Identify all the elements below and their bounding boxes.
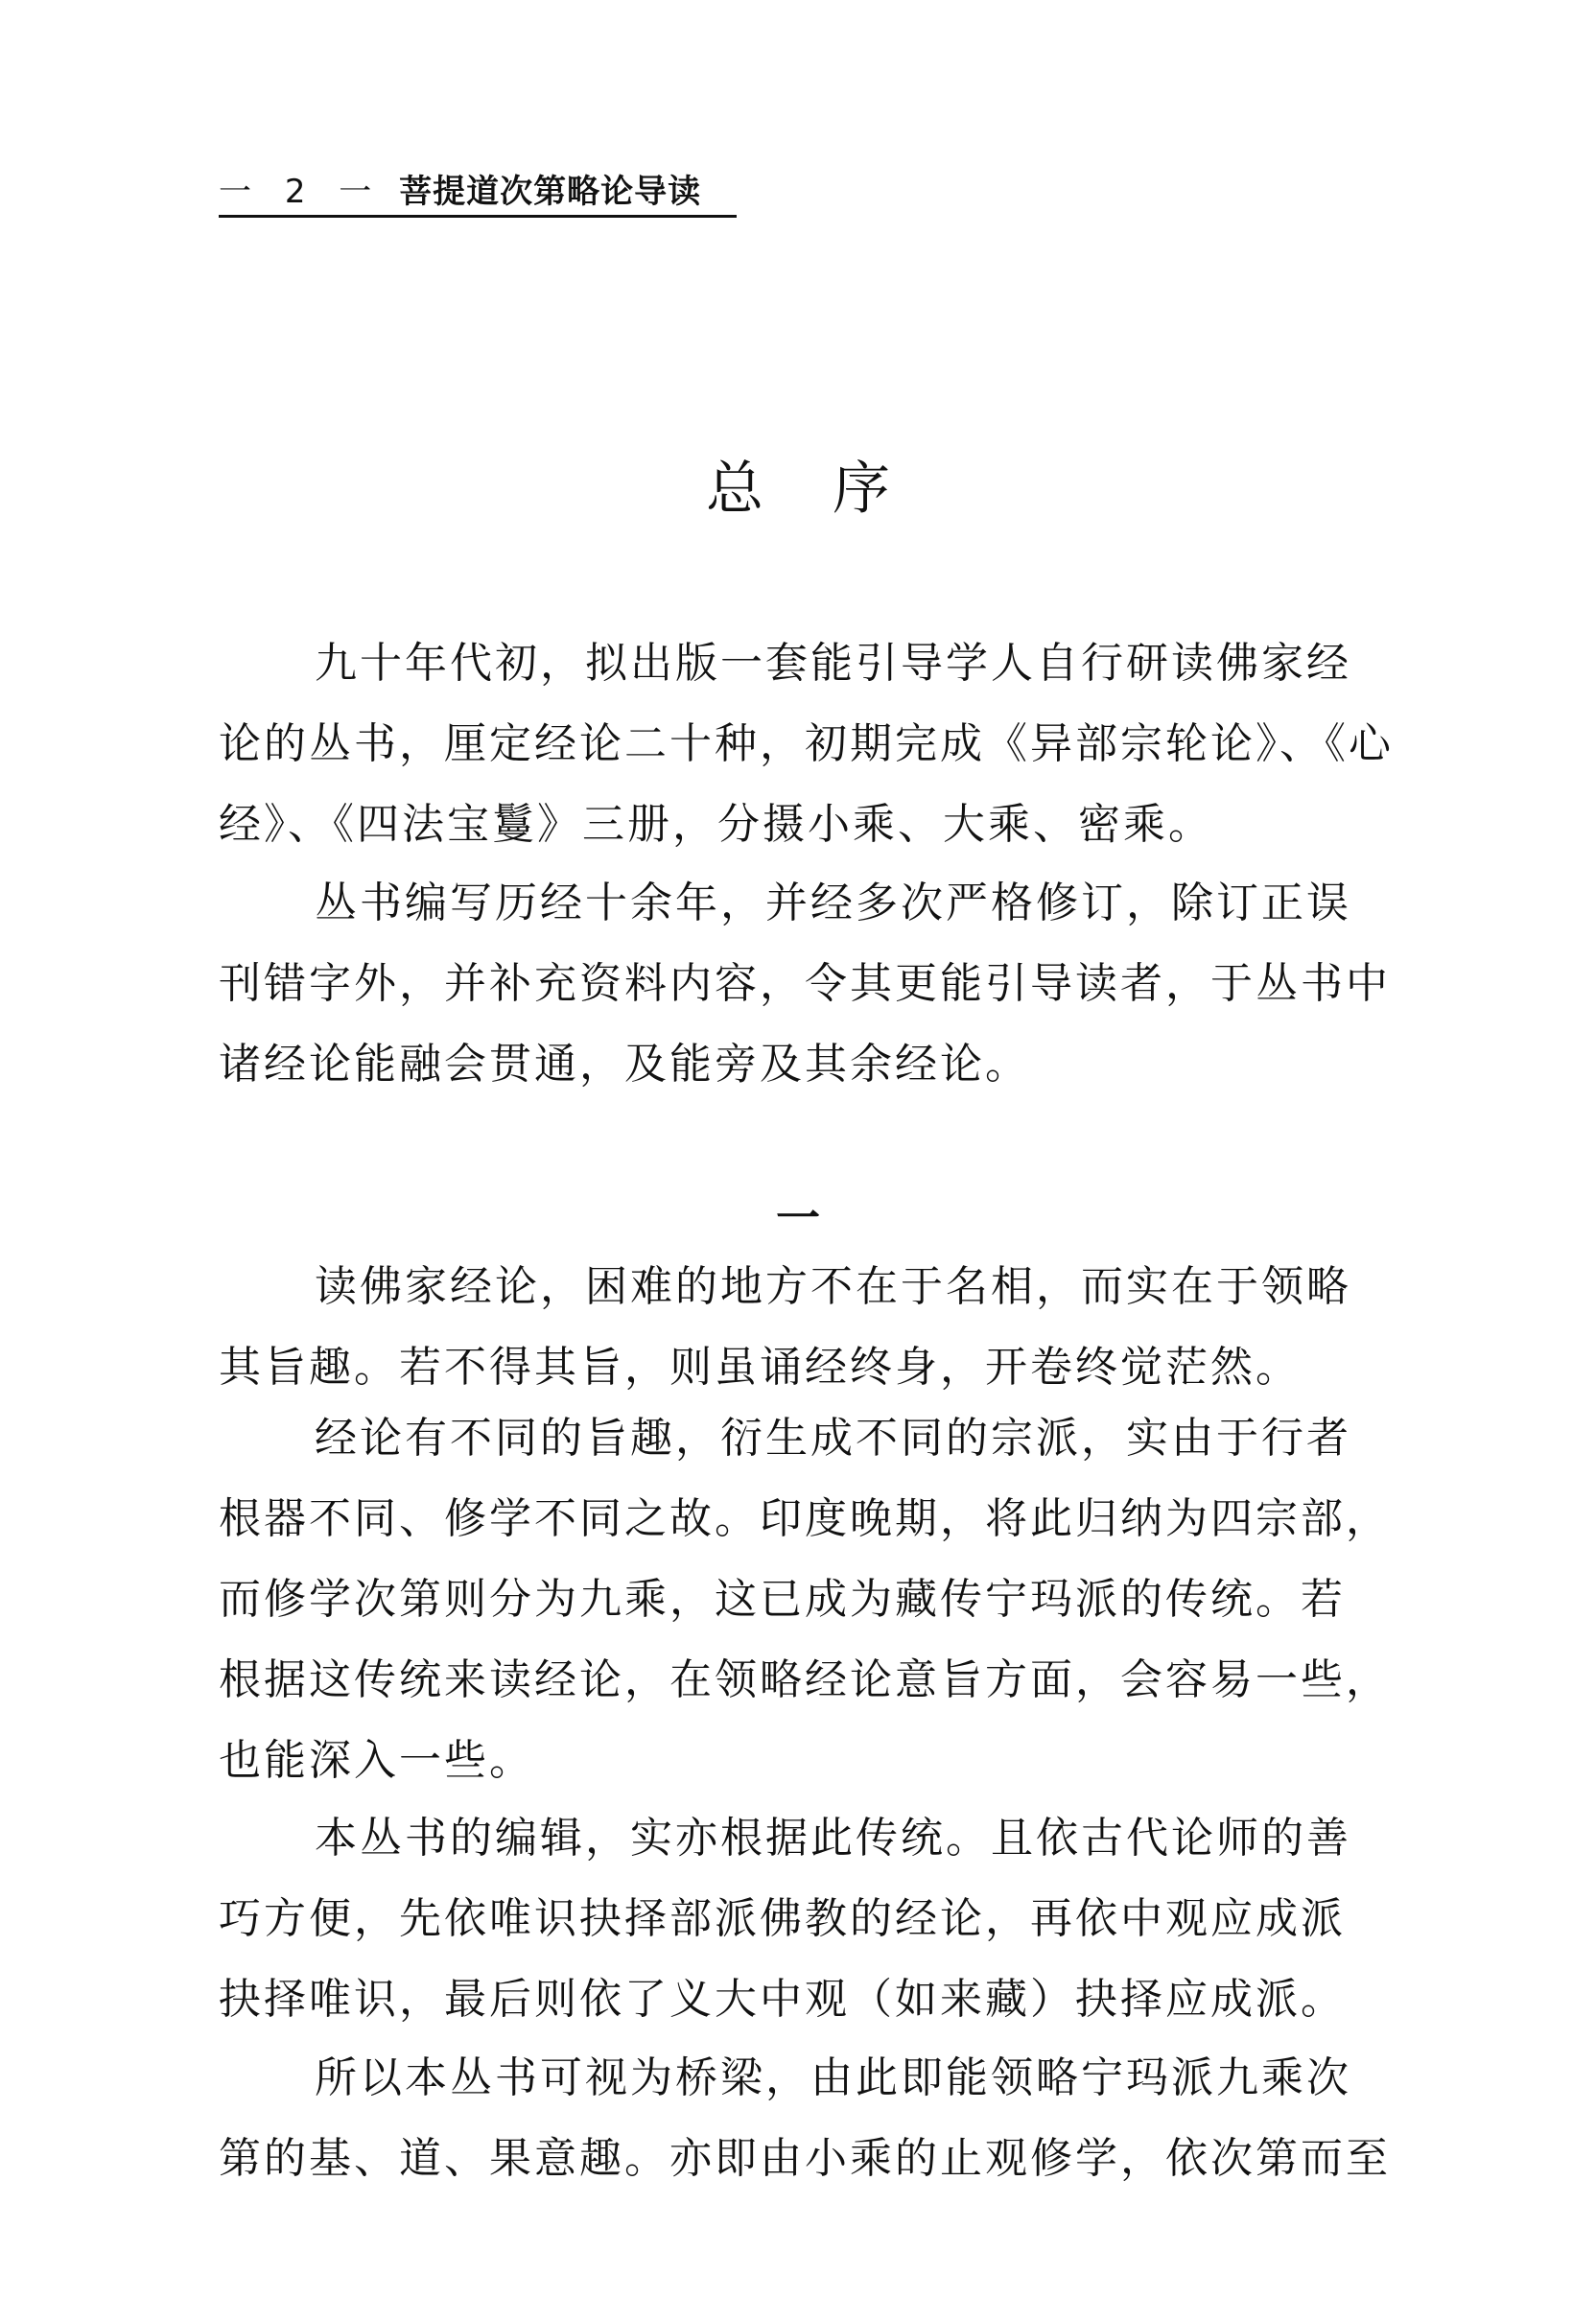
text-line: 九十年代初，拟出版一套能引导学人自行研读佛家经 [315,639,1351,688]
text-line: 经论有不同的旨趣，衍生成不同的宗派，实由于行者 [315,1414,1351,1463]
running-header [219,169,737,218]
text-line: 丛书编写历经十余年，并经多次严格修订，除订正误 [315,879,1351,927]
header-dash-left: 一 [219,173,251,211]
intro-paragraph-1 [219,623,1395,865]
section-one-paragraph-3 [219,1798,1395,2040]
page-number: 2 [284,173,306,211]
text-line: 读佛家经论，困难的地方不在于名相，而实在于领略 [315,1262,1351,1311]
header-dash-right: 一 [339,173,372,211]
text-line: 本丛书的编辑，实亦根据此传统。且依古代论师的善 [315,1814,1351,1863]
text-line: 刊错字外，并补充资料内容，令其更能引导读者，于丛书中 [219,959,1391,1008]
section-number-one: 一 [776,1192,820,1244]
text-line: 所以本丛书可视为桥梁，由此即能领略宁玛派九乘次 [315,2053,1351,2102]
text-line: 根据这传统来读经论，在领略经论意旨方面，会容易一些， [219,1655,1391,1704]
page-title [0,451,1596,528]
text-line: 根器不同、修学不同之故。印度晚期，将此归纳为四宗部， [219,1494,1391,1543]
page-title-char-2: 序 [833,456,890,524]
text-line: 经》、《四法宝鬘》三册，分摄小乘、大乘、密乘。 [219,800,1213,849]
text-line: 巧方便，先依唯识抉择部派佛教的经论，再依中观应成派 [219,1894,1346,1943]
book-title: 菩提道次第略论导读 [399,173,702,211]
text-line: 诸经论能融会贯通，及能旁及其余经论。 [219,1040,1030,1089]
section-one-paragraph-4 [219,2038,1395,2199]
text-line: 抉择唯识，最后则依了义大中观（如来藏）抉择应成派。 [219,1975,1346,2024]
text-line: 第的基、道、果意趣。亦即由小乘的止观修学，依次第而至 [219,2134,1391,2183]
text-line: 而修学次第则分为九乘，这已成为藏传宁玛派的传统。若 [219,1575,1346,1624]
section-one-paragraph-1 [219,1247,1395,1408]
section-one-paragraph-2 [219,1398,1395,1801]
intro-paragraph-2 [219,863,1395,1105]
text-line: 其旨趣。若不得其旨，则虽诵经终身，开卷终觉茫然。 [219,1343,1301,1392]
page-title-char-1: 总 [706,456,763,524]
text-line: 也能深入一些。 [219,1736,534,1785]
text-line: 论的丛书，厘定经论二十种，初期完成《异部宗轮论》、《心 [219,719,1394,768]
